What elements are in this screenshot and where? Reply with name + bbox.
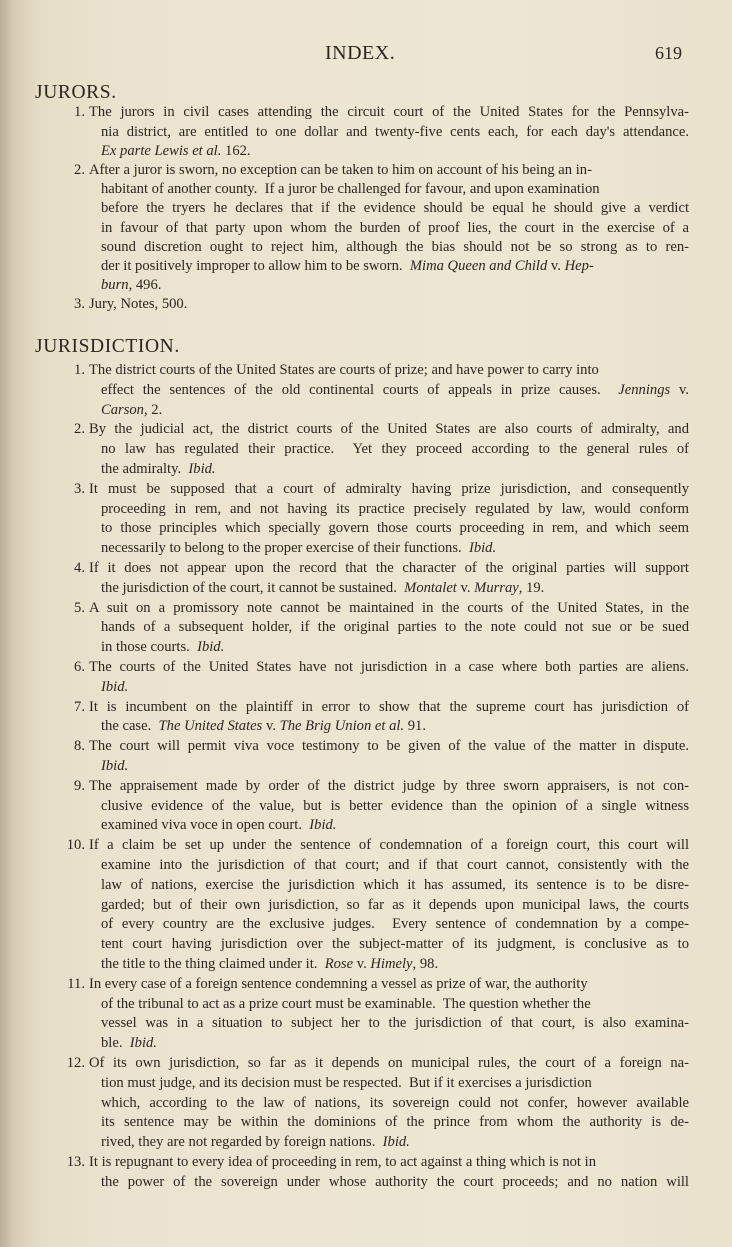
index-entry — [0, 480, 732, 559]
entry-text: in favour of that party upon whom the burden of proof lies, the court in the exercise of a — [101, 219, 689, 236]
entry-text: necessarily to belong to the proper exercise of their functions. — [101, 540, 469, 557]
entry-line — [101, 519, 689, 539]
entry-text: the jurisdiction of the court, it cannot be sustained. — [101, 579, 405, 596]
entry-text: which, according to the law of nations, its sovereign could not confer, however available — [101, 1094, 689, 1111]
entry-text: By the judicial act, the district courts of the United States are also courts of admiralty, and — [89, 421, 689, 438]
entry-line — [101, 757, 689, 777]
entry-number: 11. — [67, 975, 85, 992]
entry-text: , 98. — [412, 956, 439, 972]
entry-text: examine into the jurisdiction of that court; and if that court cannot, consistently with the — [101, 857, 689, 874]
index-entry — [0, 658, 732, 698]
entry-text: proceeding in rem, and not having its practice precisely regulated by law, would conform — [101, 500, 689, 517]
entry-text: , 496. — [128, 277, 162, 294]
index-entry — [0, 836, 732, 975]
entry-text: Jury, Notes, 500. — [89, 296, 188, 313]
entry-line — [101, 142, 689, 161]
index-entry — [0, 361, 732, 420]
index-entry — [0, 698, 732, 738]
case-citation: Hep- — [564, 258, 594, 275]
entry-text: der it positively improper to allow him to be sworn. — [101, 258, 410, 275]
entry-text: of the tribunal to act as a prize court must be examinable. The question whether the — [101, 995, 591, 1012]
entry-line — [101, 180, 689, 199]
entry-line — [101, 1094, 689, 1114]
entry-line — [89, 103, 689, 122]
entry-line — [101, 717, 689, 737]
entry-line — [101, 1074, 689, 1094]
entry-text: The jurors in civil cases attending the circuit court of the United States for the Pennsylva- — [89, 104, 689, 121]
page-number: 619 — [655, 43, 682, 63]
entry-text: rived, they are not regarded by foreign nations. — [101, 1134, 383, 1151]
case-citation: Rose — [324, 956, 354, 972]
index-entry — [0, 295, 732, 314]
entry-line — [101, 257, 689, 276]
index-entry — [0, 777, 732, 836]
case-citation: Himely — [370, 956, 413, 972]
section-entries — [0, 103, 732, 314]
entry-text: It is incumbent on the plaintiff in error to show that the supreme court has jurisdiction of — [89, 698, 689, 715]
entry-line — [101, 856, 689, 876]
case-citation: Ibid. — [382, 1134, 410, 1151]
entry-text: v. — [353, 956, 371, 972]
entry-line — [101, 678, 689, 698]
entry-number: 2. — [74, 421, 85, 438]
entry-line — [89, 559, 689, 579]
index-entry — [0, 737, 732, 777]
entry-text: v. — [262, 718, 280, 735]
case-citation: Montalet — [404, 579, 457, 596]
entry-text: tent court having jurisdiction over the subject-matter of its judgment, is conclusive as to — [101, 936, 689, 953]
entry-line — [101, 539, 689, 559]
entry-text: v. — [547, 258, 565, 275]
case-citation: burn — [101, 277, 129, 294]
index-entry — [0, 599, 732, 658]
entry-text: If a claim be set up under the sentence of condemnation of a foreign court, this court will — [89, 837, 689, 854]
section-entries — [0, 361, 732, 1192]
entry-line — [89, 1153, 689, 1173]
entry-line — [101, 219, 689, 238]
case-citation: Ibid. — [468, 540, 497, 557]
index-entry — [0, 161, 732, 295]
case-citation: Jennings — [618, 381, 671, 398]
index-entry — [0, 1054, 732, 1153]
entry-text: v. — [456, 579, 475, 596]
section-heading: JURORS. — [35, 82, 117, 103]
entry-number: 13. — [66, 1153, 85, 1170]
entry-text: the power of the sovereign under whose authority the court proceeds; and no nation will — [101, 1173, 689, 1190]
entry-line — [101, 896, 689, 916]
case-citation: The United States — [158, 718, 263, 735]
entry-text: The district courts of the United States are courts of prize; and have power to carry into — [89, 362, 599, 379]
entry-text: nia district, are entitled to one dollar and twenty-five cents each, for each day's attendance. — [101, 123, 689, 140]
entry-text: law of nations, exercise the jurisdiction which it has assumed, its sentence is to be disre- — [101, 876, 689, 893]
case-citation: Ibid. — [309, 817, 337, 834]
case-citation: Ibid. — [101, 678, 129, 695]
entry-line — [101, 440, 689, 460]
entry-line — [101, 935, 689, 955]
entry-text: garded; but of their own jurisdiction, so far as it depends upon municipal laws, the courts — [101, 896, 689, 913]
entry-number: 1. — [74, 362, 85, 379]
entry-number: 2. — [74, 162, 85, 178]
entry-text: , 2. — [143, 401, 163, 418]
entry-number: 3. — [74, 480, 85, 497]
entry-number: 10. — [66, 837, 85, 854]
entry-line — [89, 420, 689, 440]
index-entry — [0, 975, 732, 1054]
entry-text: In every case of a foreign sentence condemning a vessel as prize of war, the authority — [89, 975, 588, 992]
case-citation: Ibid. — [101, 758, 129, 775]
entry-line — [101, 955, 689, 975]
entry-text: A suit on a promissory note cannot be maintained in the courts of the United States, in the — [89, 599, 689, 616]
index-entry — [0, 103, 732, 161]
entry-line — [89, 161, 689, 180]
entry-text: It is repugnant to every idea of proceeding in rem, to act against a thing which is not in — [89, 1153, 596, 1170]
entry-line — [101, 816, 689, 836]
entry-line — [101, 638, 689, 658]
entry-text: After a juror is sworn, no exception can be taken to him on account of his being an in- — [89, 162, 592, 178]
entry-number: 6. — [74, 659, 85, 676]
entry-text: Of its own jurisdiction, so far as it depends on municipal rules, the court of a foreign na- — [89, 1054, 689, 1071]
entry-line — [101, 238, 689, 257]
entry-text: of every country are the exclusive judges. Every sentence of condemnation by a compe- — [101, 916, 689, 933]
entry-line — [101, 797, 689, 817]
entry-line — [101, 876, 689, 896]
entry-line — [101, 199, 689, 218]
entry-line — [89, 480, 689, 500]
entry-number: 9. — [74, 777, 85, 794]
entry-text: ble. — [101, 1035, 130, 1052]
entry-text: habitant of another county. If a juror be challenged for favour, and upon examination — [101, 181, 600, 198]
entry-text: effect the sentences of the old continental courts of appeals in prize causes. — [101, 381, 619, 398]
section-heading: JURISDICTION. — [35, 336, 180, 357]
entry-text: the title to the thing claimed under it. — [101, 956, 325, 972]
entry-text: It must be supposed that a court of admiralty having prize jurisdiction, and consequently — [89, 480, 689, 497]
entry-line — [89, 599, 689, 619]
entry-text: hands of a subsequent holder, if the original parties to the note could not sue or be sued — [101, 619, 689, 636]
entry-text: to those principles which specially govern those courts proceeding in rem, and which seem — [101, 520, 689, 537]
entry-text: the case. — [101, 718, 159, 735]
entry-text: clusive evidence of the value, but is better evidence than the opinion of a single witness — [101, 797, 689, 814]
entry-text: sound discretion ought to reject him, although the bias should not be so strong as to ren- — [101, 238, 689, 255]
entry-text: The appraisement made by order of the district judge by three sworn appraisers, is not con- — [89, 777, 689, 794]
index-entry — [0, 559, 732, 599]
entry-text: 91. — [404, 718, 426, 735]
entry-line — [89, 698, 689, 718]
entry-number: 5. — [74, 599, 85, 616]
index-entry — [0, 1153, 732, 1193]
entry-line — [101, 995, 689, 1015]
entry-line — [101, 1173, 689, 1193]
entry-number: 12. — [66, 1054, 85, 1071]
entry-line — [101, 401, 689, 421]
entry-text: in those courts. — [101, 639, 198, 656]
entry-text: tion must judge, and its decision must be respected. But if it exercises a jurisdiction — [101, 1074, 592, 1091]
entry-text: vessel was in a situation to subject her to the jurisdiction of that court, is also examina- — [101, 1015, 689, 1032]
entry-line — [89, 737, 689, 757]
entry-number: 4. — [74, 560, 85, 577]
entry-line — [101, 1014, 689, 1034]
case-citation: Mima Queen and Child — [409, 258, 548, 275]
entry-line — [101, 1113, 689, 1133]
entry-line — [89, 975, 689, 995]
entry-line — [89, 295, 689, 314]
entry-text: examined viva voce in open court. — [101, 817, 310, 834]
entry-line — [89, 1054, 689, 1074]
entry-text: v. — [670, 381, 689, 398]
case-citation: Carson — [101, 401, 144, 418]
running-header-title: INDEX. — [325, 42, 396, 64]
case-citation: Ibid. — [188, 461, 216, 478]
entry-line — [101, 460, 689, 480]
case-citation: Murray — [474, 579, 519, 596]
entry-line — [101, 1133, 689, 1153]
entry-text: no law has regulated their practice. Yet they proceed according to the general rules of — [101, 441, 689, 458]
entry-line — [101, 276, 689, 295]
entry-line — [89, 658, 689, 678]
entry-line — [89, 836, 689, 856]
entry-line — [101, 618, 689, 638]
entry-text: the admiralty. — [101, 461, 189, 478]
index-entry — [0, 420, 732, 479]
entry-text: The court will permit viva voce testimony to be given of the value of the matter in dispute. — [89, 738, 689, 755]
case-citation: Ibid. — [129, 1035, 157, 1052]
entry-line — [101, 579, 689, 599]
entry-text: If it does not appear upon the record that the character of the original parties will support — [89, 560, 689, 577]
entry-line — [101, 381, 689, 401]
entry-number: 3. — [74, 296, 85, 313]
entry-text: , 19. — [518, 579, 545, 596]
entry-line — [101, 1034, 689, 1054]
entry-line — [89, 361, 689, 381]
case-citation: Ex parte Lewis et al. — [101, 142, 222, 159]
case-citation: The Brig Union et al. — [279, 718, 405, 735]
entry-line — [101, 123, 689, 142]
case-citation: Ibid. — [197, 639, 225, 656]
entry-line — [101, 915, 689, 935]
entry-number: 7. — [74, 698, 85, 715]
entry-text: The courts of the United States have not jurisdiction in a case where both parties are aliens. — [89, 659, 689, 676]
entry-text: 162. — [221, 142, 251, 159]
entry-line — [89, 777, 689, 797]
entry-text: its sentence may be within the dominions of the prince from whom the authority is de- — [101, 1114, 689, 1131]
entry-line — [101, 500, 689, 520]
entry-number: 8. — [74, 738, 85, 755]
entry-number: 1. — [74, 104, 85, 121]
entry-text: before the tryers he declares that if the evidence should be equal he should give a verdict — [101, 200, 689, 217]
